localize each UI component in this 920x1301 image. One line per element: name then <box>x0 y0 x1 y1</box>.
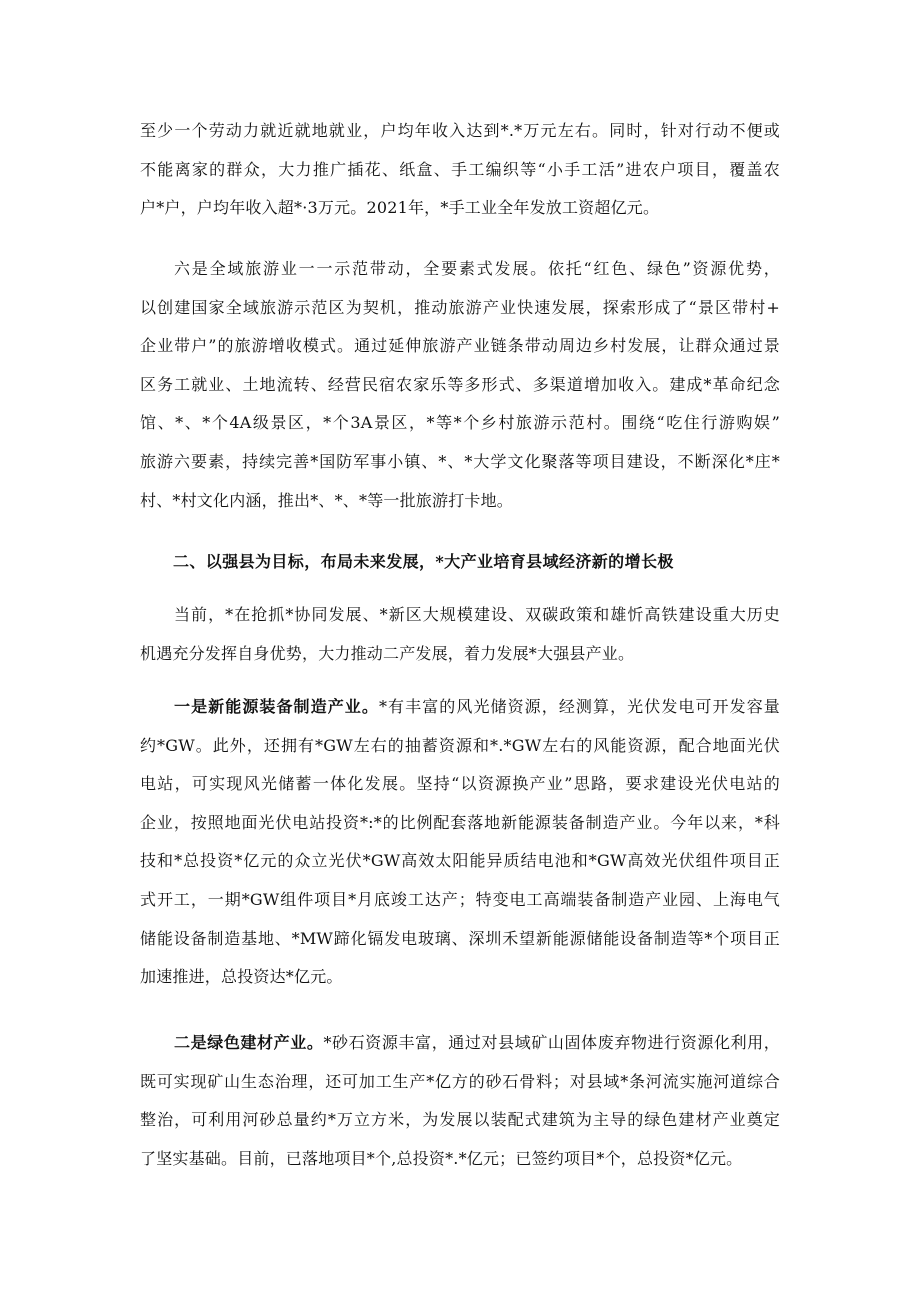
text-line: 当前，*在抢抓*协同发展、*新区大规模建设、双碳政策和雄忻高铁建设重大历史 <box>174 605 780 624</box>
text-line: 企业，按照地面光伏电站投资*:*的比例配套落地新能源装备制造产业。今年以来，*科 <box>140 812 780 832</box>
text-line: 不能离家的群众，大力推广插花、纸盒、手工编织等“小手工活”进农户项目，覆盖农 <box>140 159 780 179</box>
text-line: 旅游六要素，持续完善*国防军事小镇、*、*大学文化聚落等项目建设，不断深化*庄* <box>140 451 780 471</box>
text-line: 整治，可利用河砂总量约*万立方米，为发展以装配式建筑为主导的绿色建材产业奠定 <box>140 1110 780 1130</box>
text-line: 村、*村文化内涵，推出*、*、*等一批旅游打卡地。 <box>140 490 514 510</box>
text-line: 技和*总投资*亿元的众立光伏*GW高效太阳能异质结电池和*GW高效光伏组件项目正 <box>140 851 780 871</box>
text-line: 机遇充分发挥自身优势，大力推动二产发展，着力发展*大强县产业。 <box>140 643 635 663</box>
paragraph-handicraft-continuation <box>140 112 780 228</box>
text-line: 储能设备制造基地、*MW蹄化镉发电玻璃、深圳禾望新能源储能设备制造等*个项目正 <box>140 928 780 948</box>
text-line: 六是全域旅游业一一示范带动，全要素式发展。依托“红色、绿色”资源优势， <box>174 259 780 278</box>
text-line: 约*GW。此外，还拥有*GW左右的抽蓄资源和*.*GW左右的风能资源，配合地面光伏 <box>140 735 780 755</box>
paragraph-new-energy <box>140 688 780 997</box>
paragraph-lead: 一是新能源装备制造产业。 <box>174 697 379 716</box>
text-line: 既可实现矿山生态治理，还可加工生产*亿方的砂石骨料；对县域*条河流实施河道综合 <box>140 1071 780 1091</box>
text-line <box>140 688 780 727</box>
text-line <box>140 1024 780 1063</box>
text-line: 馆、*、*个4A级景区，*个3A景区，*等*个乡村旅游示范村。围绕“吃住行游购娱” <box>140 413 780 433</box>
paragraph-industry-intro <box>140 596 780 673</box>
text-span: *有丰富的风光储资源，经测算，光伏发电可开发容量 <box>378 697 780 716</box>
text-line: 了坚实基础。目前，已落地项目*个,总投资*.*亿元；已签约项目*个，总投资*亿元。 <box>140 1148 743 1168</box>
paragraph-tourism <box>140 250 780 520</box>
text-line: 企业带户”的旅游增收模式。通过延伸旅游产业链条带动周边乡村发展，让群众通过景 <box>140 336 780 356</box>
text-line: 式开工，一期*GW组件项目*月底竣工达产；特变电工高端装备制造产业园、上海电气 <box>140 889 780 909</box>
text-line: 以创建国家全域旅游示范区为契机，推动旅游产业快速发展，探索形成了“景区带村+ <box>140 297 780 317</box>
paragraph-lead: 二是绿色建材产业。 <box>174 1033 324 1052</box>
text-line: 电站，可实现风光储蓄一体化发展。坚持“以资源换产业”思路，要求建设光伏电站的 <box>140 774 780 794</box>
text-line: 至少一个劳动力就近就地就业，户均年收入达到*.*万元左右。同时，针对行动不便或 <box>140 121 780 140</box>
text-line: 加速推进，总投资达*亿元。 <box>140 967 343 987</box>
text-line: 户*户，户均年收入超*·3万元。2021年，*手工业全年发放工资超亿元。 <box>140 198 660 218</box>
text-span: *砂石资源丰富，通过对县域矿山固体废弃物进行资源化利用， <box>323 1033 780 1052</box>
text-line: 区务工就业、土地流转、经营民宿农家乐等多形式、多渠道增加收入。建成*革命纪念 <box>140 374 780 394</box>
paragraph-green-building <box>140 1024 780 1178</box>
section-heading: 二、以强县为目标，布局未来发展，*大产业培育县域经济新的增长极 <box>173 552 674 571</box>
